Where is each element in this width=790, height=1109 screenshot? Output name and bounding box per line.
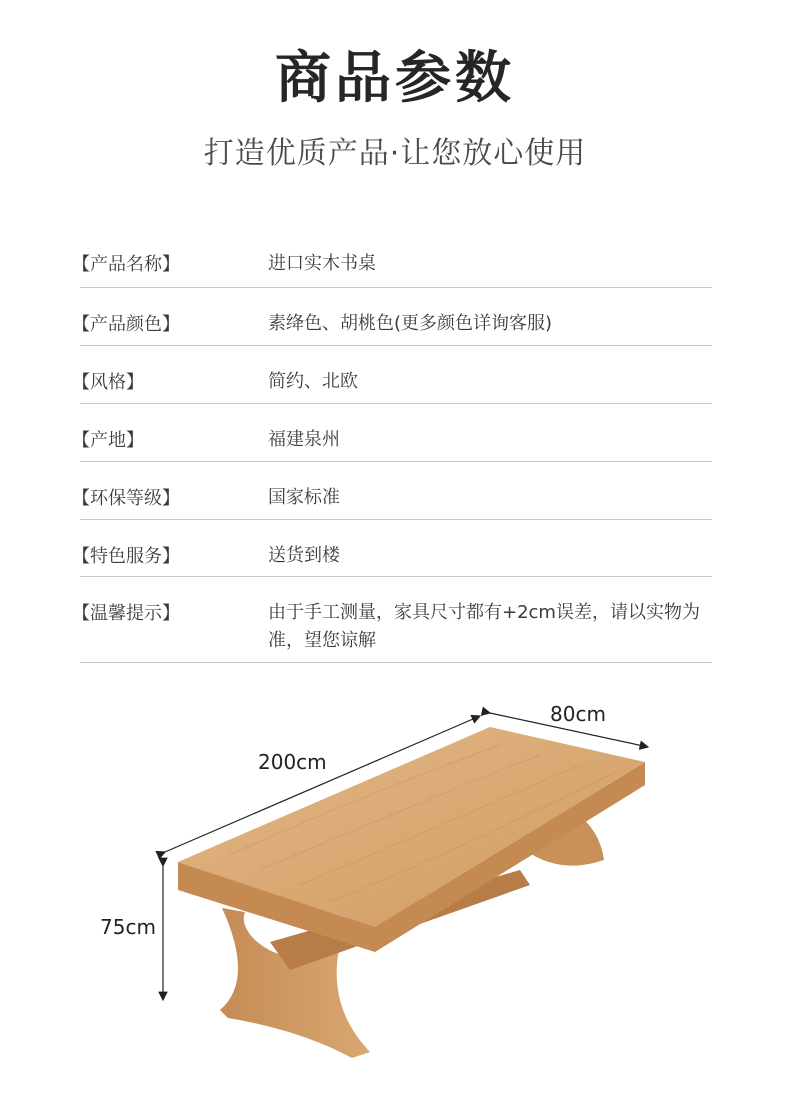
length-label: 200cm [258, 750, 327, 774]
spec-label: 【产地】 [72, 430, 144, 451]
spec-value: 福建泉州 [268, 429, 340, 450]
spec-row-style [72, 346, 712, 404]
spec-row-color [72, 288, 712, 346]
spec-label: 【温馨提示】 [72, 603, 180, 624]
spec-value: 送货到楼 [268, 545, 340, 566]
spec-row-service [72, 520, 712, 577]
spec-value: 国家标准 [268, 487, 340, 508]
width-label: 80cm [550, 702, 606, 726]
spec-value: 素绛色、胡桃色(更多颜色详询客服) [268, 313, 553, 334]
spec-value: 由于手工测量，家具尺寸都有+2cm误差，请以实物为准，望您谅解 [268, 602, 700, 651]
page-title: 商品参数 [275, 45, 515, 111]
spec-table [72, 230, 712, 663]
spec-row-name [72, 230, 712, 288]
spec-value: 简约、北欧 [268, 371, 358, 392]
desk-illustration [0, 680, 790, 1109]
spec-label: 【风格】 [72, 372, 144, 393]
spec-label: 【环保等级】 [72, 488, 180, 509]
spec-row-eco-grade [72, 462, 712, 520]
spec-label: 【特色服务】 [72, 546, 180, 567]
spec-value: 进口实木书桌 [268, 253, 376, 274]
spec-row-origin [72, 404, 712, 462]
spec-label: 【产品名称】 [72, 254, 180, 275]
height-label: 75cm [100, 915, 156, 939]
page-subtitle: 打造优质产品·让您放心使用 [203, 136, 587, 171]
spec-row-note [72, 577, 712, 663]
spec-label: 【产品颜色】 [72, 314, 180, 335]
